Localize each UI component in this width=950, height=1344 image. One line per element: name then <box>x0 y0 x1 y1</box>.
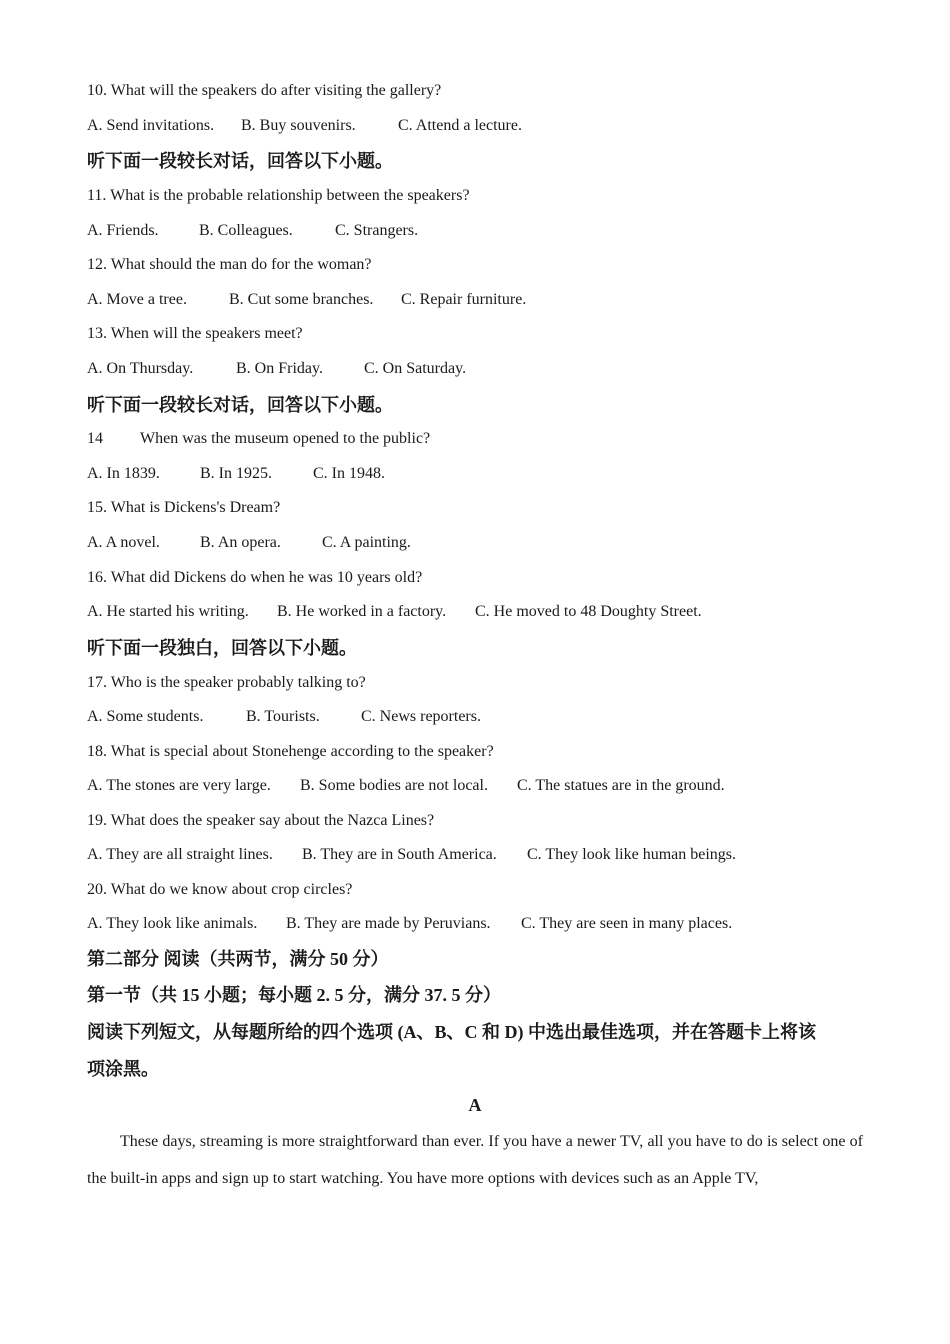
options-13 <box>87 359 863 379</box>
option-a: A. A novel. <box>87 534 160 551</box>
question-11: 11. What is the probable relationship between the speakers? <box>87 187 470 204</box>
option-b: B. On Friday. <box>236 360 323 377</box>
option-b: B. They are in South America. <box>302 846 497 863</box>
question-text: When was the museum opened to the public? <box>140 430 431 447</box>
question-18: 18. What is special about Stonehenge according to the speaker? <box>87 743 494 760</box>
option-b: B. They are made by Peruvians. <box>286 915 491 932</box>
option-b: B. Some bodies are not local. <box>300 777 488 794</box>
options-16 <box>87 602 863 622</box>
option-a: A. On Thursday. <box>87 360 194 377</box>
option-c: C. In 1948. <box>313 465 385 482</box>
options-17 <box>87 707 863 727</box>
question-16: 16. What did Dickens do when he was 10 years old? <box>87 569 423 586</box>
options-19 <box>87 845 863 865</box>
options-14 <box>87 464 863 484</box>
option-b: B. Buy souvenirs. <box>241 117 356 134</box>
option-c: C. A painting. <box>322 534 411 551</box>
option-c: C. The statues are in the ground. <box>517 777 725 794</box>
question-15: 15. What is Dickens's Dream? <box>87 499 281 516</box>
question-14 <box>87 429 863 449</box>
question-20: 20. What do we know about crop circles? <box>87 881 353 898</box>
instruction-line-2: 项涂黑。 <box>87 1059 159 1079</box>
option-c: C. He moved to 48 Doughty Street. <box>475 603 702 620</box>
passage-text: These days, streaming is more straightforward than ever. If you have a newer TV, all you have to do is select one of the built-in apps and sign up to start watching. You have more options with devices such as an Apple TV, <box>87 1133 863 1187</box>
option-a: A. In 1839. <box>87 465 160 482</box>
option-a: A. He started his writing. <box>87 603 249 620</box>
option-c: C. News reporters. <box>361 708 481 725</box>
options-18 <box>87 776 863 796</box>
option-a: A. Friends. <box>87 222 159 239</box>
option-c: C. They are seen in many places. <box>521 915 733 932</box>
option-c: C. They look like human beings. <box>527 846 737 863</box>
section-heading-long-dialogue: 听下面一段较长对话，回答以下小题。 <box>87 151 393 171</box>
options-10 <box>87 116 863 136</box>
question-12: 12. What should the man do for the woman? <box>87 256 372 273</box>
option-a: A. Some students. <box>87 708 204 725</box>
section-heading-monologue: 听下面一段独白，回答以下小题。 <box>87 638 357 658</box>
part-two-heading: 第二部分 阅读（共两节，满分 50 分） <box>87 949 389 969</box>
option-a: A. They are all straight lines. <box>87 846 273 863</box>
option-b: B. An opera. <box>200 534 281 551</box>
options-12 <box>87 290 863 310</box>
instruction-line-1: 阅读下列短文，从每题所给的四个选项 (A、B、C 和 D) 中选出最佳选项，并在答题卡上将该 <box>87 1022 816 1042</box>
question-13: 13. When will the speakers meet? <box>87 325 303 342</box>
passage-label: A <box>468 1095 482 1115</box>
option-b: B. Cut some branches. <box>229 291 374 308</box>
option-a: A. Move a tree. <box>87 291 187 308</box>
option-b: B. In 1925. <box>200 465 272 482</box>
question-10: 10. What will the speakers do after visiting the gallery? <box>87 82 442 99</box>
question-19: 19. What does the speaker say about the Nazca Lines? <box>87 812 435 829</box>
section-one-heading: 第一节（共 15 小题；每小题 2. 5 分，满分 37. 5 分） <box>87 985 501 1005</box>
question-number: 14 <box>87 430 103 447</box>
section-heading-long-dialogue-2: 听下面一段较长对话，回答以下小题。 <box>87 395 393 415</box>
options-11 <box>87 221 863 241</box>
options-15 <box>87 533 863 553</box>
option-b: B. Colleagues. <box>199 222 293 239</box>
option-b: B. He worked in a factory. <box>277 603 447 620</box>
question-17: 17. Who is the speaker probably talking to? <box>87 674 366 691</box>
option-a: A. Send invitations. <box>87 117 215 134</box>
option-c: C. Repair furniture. <box>401 291 527 308</box>
option-b: B. Tourists. <box>246 708 320 725</box>
option-c: C. Attend a lecture. <box>398 117 522 134</box>
option-a: A. The stones are very large. <box>87 777 271 794</box>
options-20 <box>87 914 863 934</box>
option-c: C. On Saturday. <box>364 360 467 377</box>
option-c: C. Strangers. <box>335 222 419 239</box>
option-a: A. They look like animals. <box>87 915 258 932</box>
